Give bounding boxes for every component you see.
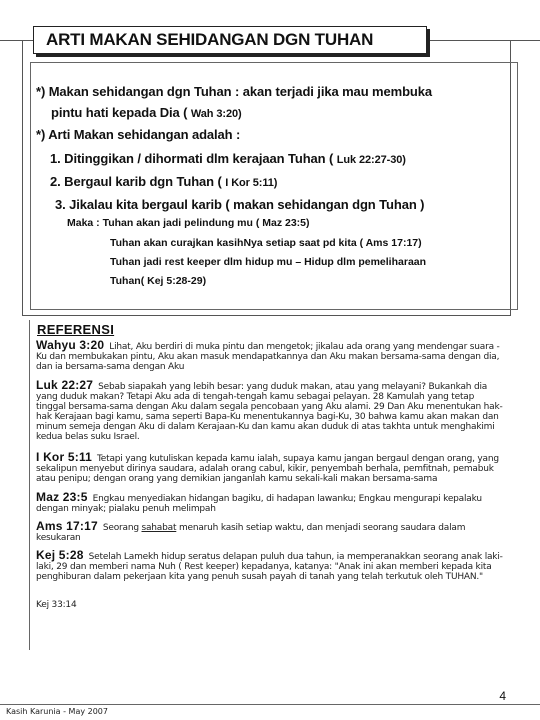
verse-label: Luk 22:27 (36, 378, 94, 392)
box-line-2-text: pintu hati kepada Dia ( (51, 105, 191, 120)
box-item-3: 3. Jikalau kita bergaul karib ( makan sehidangan dgn Tuhan ) (55, 197, 425, 212)
verse-text: Sebab siapakah yang lebih besar: yang duduk makan, atau yang melayani? Bukankah dia yang duduk makan? Tetapi Aku ada di tengah-tengah kamu sebagai pelayan. 28 Kamulah yang tetap tinggal bersama-sama dengan Aku dalam segala pencobaan yang Aku alami. 29 Dan Aku menentukan hak-hak Kerajaan bagi kamu, sama seperti Bapa-Ku menentukannya bagi-Ku, 30 bahwa kamu akan makan dan minum semeja dengan Aku di dalam Kerajaan-Ku dan kamu akan duduk di atas takhta untuk menghakimi kedua belas suku Israel. (36, 382, 503, 442)
box-sub-2: Tuhan akan curajkan kasihNya setiap saat pd kita ( Ams 17:17) (110, 237, 422, 249)
box-item-1-ref: Luk 22:27-30) (336, 154, 406, 166)
box-line-2 (51, 105, 242, 120)
reference-korintus (36, 452, 504, 484)
references-rule (29, 320, 30, 650)
verse-text: Setelah Lamekh hidup seratus delapan puluh dua tahun, ia memperanakkan seorang anak laki-laki, 29 dan memberi nama Nuh ( Rest keeper) kepadanya, katanya: "Anak ini akan memberi kepada kita penghiburan dalam pekerjaan kita yang penuh susah payah di tanah yang telah terkutuk oleh TUHAN." (36, 552, 503, 582)
page-title: ARTI MAKAN SEHIDANGAN DGN TUHAN (46, 30, 374, 49)
page-number: 4 (499, 689, 506, 703)
box-item-1-text: 1. Ditinggikan / dihormati dlm kerajaan Tuhan ( (50, 151, 337, 166)
box-item-2-ref: I Kor 5:11) (225, 177, 278, 189)
box-item-2-text: 2. Bergaul karib dgn Tuhan ( (50, 174, 226, 189)
verse-label: Ams 17:17 (36, 519, 98, 533)
verse-text: Tetapi yang kutuliskan kepada kamu ialah, supaya kamu jangan bergaul dengan orang, yang sekalipun menyebut dirinya saudara, adalah orang cabul, kikir, penyembah berhala, pemfitnah, pemabuk atau penipu; dengan orang yang demikian janganlah kamu sekali-kali makan bersama-sama (36, 454, 499, 484)
reference-wahyu (36, 340, 504, 372)
verse-label: Maz 23:5 (36, 490, 88, 504)
references-heading: REFERENSI (37, 322, 115, 337)
reference-kej-33 (36, 600, 504, 610)
verse-text-b: menaruh kasih setiap waktu, dan menjadi seorang saudara dalam kesukaran (36, 523, 466, 543)
box-sub-4: Tuhan( Kej 5:28-29) (110, 275, 207, 287)
box-line-3: *) Arti Makan sehidangan adalah : (36, 127, 241, 142)
box-line-2-ref: Wah 3:20) (190, 108, 242, 120)
verse-text-underlined: sahabat (141, 523, 177, 533)
box-item-2 (50, 174, 277, 189)
title-banner (33, 26, 427, 54)
verse-label: I Kor 5:11 (36, 450, 93, 464)
box-line-1: *) Makan sehidangan dgn Tuhan : akan terjadi jika mau membuka (36, 84, 433, 99)
verse-label: Kej 5:28 (36, 548, 84, 562)
reference-amsal (36, 521, 504, 543)
verse-text: Engkau menyediakan hidangan bagiku, di hadapan lawanku; Engkau mengurapi kepalaku dengan minyak; pialaku penuh melimpah (36, 494, 482, 514)
verse-label: Wahyu 3:20 (36, 338, 105, 352)
reference-kejadian (36, 550, 504, 582)
footer-text: Kasih Karunia - May 2007 (6, 707, 108, 716)
reference-mazmur (36, 492, 504, 514)
verse-text-a: Seorang (102, 523, 142, 533)
footer-rule (0, 704, 540, 705)
verse-text: Lihat, Aku berdiri di muka pintu dan mengetok; jikalau ada orang yang mendengar suara -Ku dan membukakan pintu, Aku akan masuk mendapatkannya dan Aku makan bersama-sama dengan dia, dan ia bersama-sama dengan Aku (36, 342, 500, 372)
box-sub-3: Tuhan jadi rest keeper dlm hidup mu – Hidup dlm pemeliharaan (110, 256, 427, 268)
reference-lukas (36, 380, 504, 442)
box-sub-1: Maka : Tuhan akan jadi pelindung mu ( Maz 23:5) (67, 217, 310, 229)
verse-text: Kej 33:14 (36, 600, 77, 610)
box-item-1 (50, 151, 406, 166)
